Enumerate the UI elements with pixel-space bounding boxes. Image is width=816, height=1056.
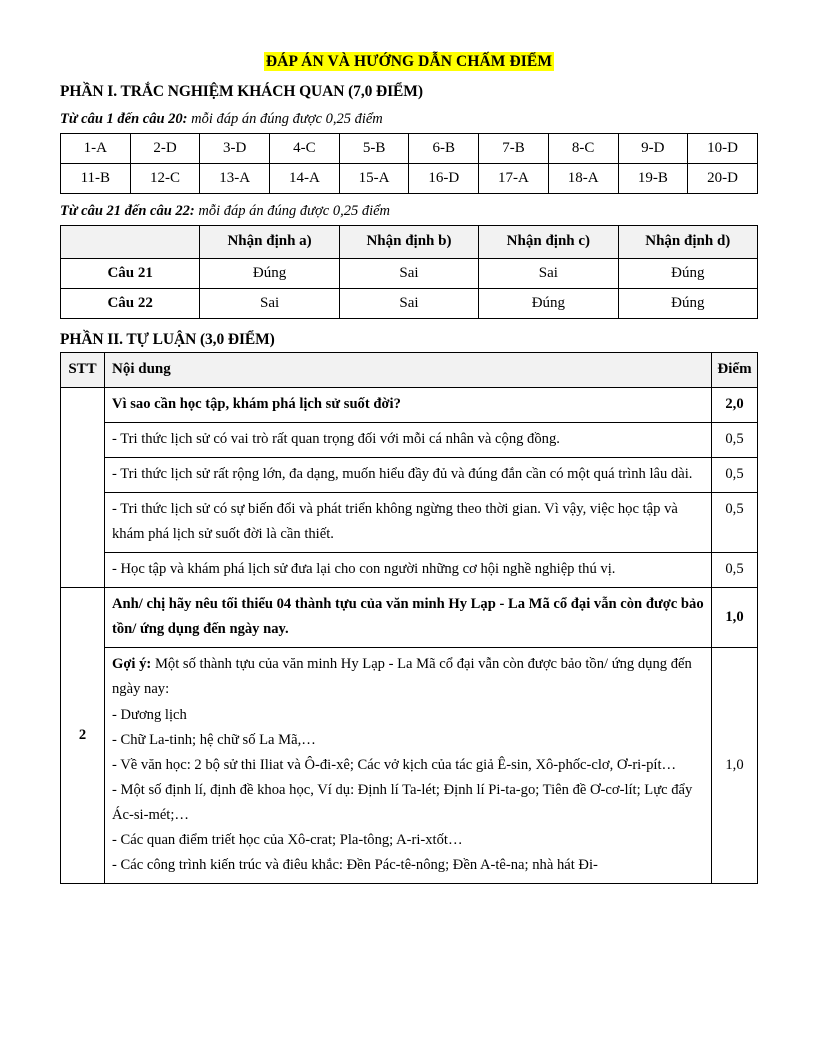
column-header-d: Nhận định d): [618, 226, 757, 259]
score-cell: 1,0: [712, 648, 758, 884]
table-row: [61, 289, 758, 319]
answers-grid-table: [60, 133, 758, 194]
answer-item: - Chữ La-tinh; hệ chữ số La Mã,…: [112, 731, 316, 748]
judgement-cell: Sai: [200, 289, 339, 319]
answer-cell: 2-D: [130, 133, 200, 163]
column-header-stt: STT: [61, 353, 105, 387]
answer-cell: 18-A: [548, 163, 618, 193]
answer-guidance-lead: Gợi ý:: [112, 656, 152, 673]
column-header-blank: [61, 226, 200, 259]
question-prompt-cell: Vì sao cần học tập, khám phá lịch sử suốt đời?: [105, 387, 712, 422]
answer-cell: 20-D: [688, 163, 758, 193]
judgement-cell: Sai: [339, 259, 478, 289]
part1-heading: PHẦN I. TRẮC NGHIỆM KHÁCH QUAN (7,0 ĐIỂM): [60, 83, 423, 101]
judgement-cell: Đúng: [618, 289, 757, 319]
answer-point-cell: - Tri thức lịch sử rất rộng lớn, đa dạng, muốn hiểu đầy đủ và đúng đắn cần có một quá trình lâu dài.: [105, 457, 712, 492]
page-title-text: ĐÁP ÁN VÀ HƯỚNG DẪN CHẤM ĐIỂM: [265, 53, 553, 70]
score-cell: 0,5: [712, 422, 758, 457]
score-cell: 1,0: [712, 588, 758, 648]
table-row: [61, 648, 758, 884]
part1-note-2: [60, 202, 758, 220]
answer-cell: 5-B: [339, 133, 409, 163]
part1-note-2-bold: Từ câu 21 đến câu 22:: [60, 202, 195, 219]
score-cell: 0,5: [712, 553, 758, 588]
table-row: [61, 588, 758, 648]
answer-cell: 14-A: [270, 163, 340, 193]
question-prompt-cell: Anh/ chị hãy nêu tối thiểu 04 thành tựu của văn minh Hy Lạp - La Mã cổ đại vẫn còn được bảo tồn/ ứng dụng đến ngày nay.: [105, 588, 712, 648]
part1-note-1-rest: mỗi đáp án đúng được 0,25 điểm: [187, 110, 383, 127]
answer-cell: 10-D: [688, 133, 758, 163]
judgement-table: [60, 225, 758, 319]
table-row: [61, 553, 758, 588]
table-header-row: [61, 226, 758, 259]
table-row: [61, 457, 758, 492]
answer-item: - Các quan điểm triết học của Xô-crat; Pla-tông; A-ri-xtốt…: [112, 832, 463, 849]
answer-cell: 7-B: [479, 133, 549, 163]
answer-guidance-cell: [105, 648, 712, 884]
answer-cell: 9-D: [618, 133, 688, 163]
column-header-content: Nội dung: [105, 353, 712, 387]
table-row: [61, 422, 758, 457]
answer-cell: 16-D: [409, 163, 479, 193]
table-row: [61, 133, 758, 163]
table-row: [61, 163, 758, 193]
judgement-cell: Sai: [339, 289, 478, 319]
answer-cell: 3-D: [200, 133, 270, 163]
answer-item: - Một số định lí, định đề khoa học, Ví dụ: Định lí Ta-lét; Định lí Pi-ta-go; Tiên đề Ơ-cơ-lít; Lực đẩy Ác-si-mét;…: [112, 781, 693, 823]
column-header-b: Nhận định b): [339, 226, 478, 259]
answer-cell: 8-C: [548, 133, 618, 163]
part1-note-2-rest: mỗi đáp án đúng được 0,25 điểm: [194, 202, 391, 219]
question-number-cell: 2: [61, 588, 105, 884]
answer-cell: 1-A: [61, 133, 131, 163]
answer-point-cell: - Tri thức lịch sử có sự biến đổi và phát triển không ngừng theo thời gian. Vì vậy, việc học tập và khám phá lịch sử suốt đời là cần thiết.: [105, 492, 712, 552]
table-row: [61, 387, 758, 422]
judgement-cell: Đúng: [618, 259, 757, 289]
answer-cell: 17-A: [479, 163, 549, 193]
page-title: [60, 52, 758, 71]
score-cell: 0,5: [712, 492, 758, 552]
column-header-c: Nhận định c): [479, 226, 618, 259]
judgement-cell: Đúng: [479, 289, 618, 319]
answer-item: - Các công trình kiến trúc và điêu khắc: Đền Pác-tê-nông; Đền A-tê-na; nhà hát Đi-: [112, 857, 598, 874]
part2-heading: PHẦN II. TỰ LUẬN (3,0 ĐIỂM): [60, 331, 275, 348]
answer-cell: 15-A: [339, 163, 409, 193]
question-number-cell: [61, 387, 105, 588]
column-header-score: Điểm: [712, 353, 758, 387]
row-label: Câu 21: [61, 259, 200, 289]
score-cell: 2,0: [712, 387, 758, 422]
part1-note-1: [60, 110, 758, 128]
answer-cell: 19-B: [618, 163, 688, 193]
answer-cell: 11-B: [61, 163, 131, 193]
table-row: [61, 259, 758, 289]
part1-note-1-bold: Từ câu 1 đến câu 20:: [60, 110, 188, 127]
judgement-cell: Đúng: [200, 259, 339, 289]
answer-point-cell: - Tri thức lịch sử có vai trò rất quan trọng đối với mỗi cá nhân và cộng đồng.: [105, 422, 712, 457]
answer-guidance-intro-rest: Một số thành tựu của văn minh Hy Lạp - La Mã cổ đại vẫn còn được bảo tồn/ ứng dụng đến ngày nay:: [112, 656, 692, 698]
answer-cell: 6-B: [409, 133, 479, 163]
answer-cell: 4-C: [270, 133, 340, 163]
judgement-cell: Sai: [479, 259, 618, 289]
table-row: [61, 492, 758, 552]
score-cell: 0,5: [712, 457, 758, 492]
answer-item: - Dương lịch: [112, 706, 187, 723]
answer-point-cell: - Học tập và khám phá lịch sử đưa lại cho con người những cơ hội nghề nghiệp thú vị.: [105, 553, 712, 588]
answer-cell: 13-A: [200, 163, 270, 193]
row-label: Câu 22: [61, 289, 200, 319]
answer-item: - Về văn học: 2 bộ sử thi Iliat và Ô-đi-xê; Các vở kịch của tác giả Ê-sin, Xô-phốc-clơ, Ơ-ri-pít…: [112, 756, 677, 773]
column-header-a: Nhận định a): [200, 226, 339, 259]
answer-guidance-intro: [112, 652, 704, 702]
answer-cell: 12-C: [130, 163, 200, 193]
essay-answers-table: [60, 352, 758, 884]
table-header-row: [61, 353, 758, 387]
